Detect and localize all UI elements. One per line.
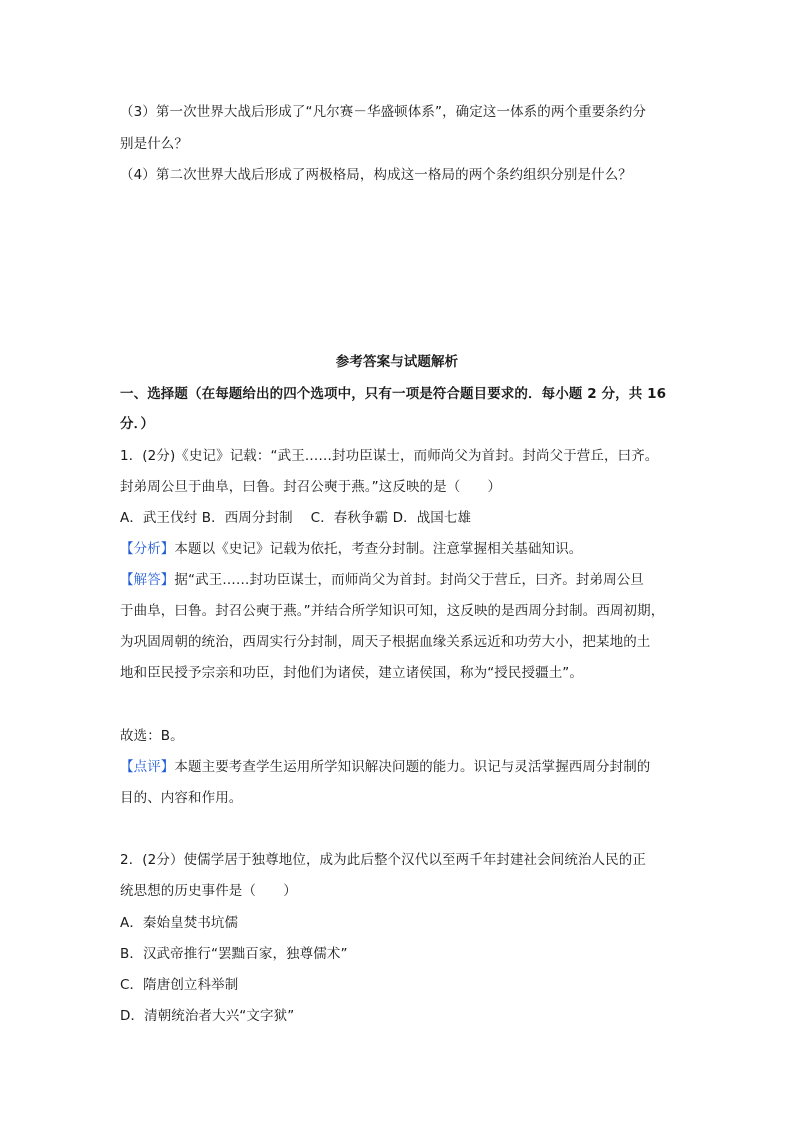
q1-solution-line-2: 于曲阜，曰鲁。封召公奭于燕。”并结合所学知识可知，这反映的是西周分封制。西周初期， [120,603,665,619]
review-tag: 【点评】 [120,759,175,775]
q1-review-line-1 [120,757,650,777]
q3-text-line-1: （3）第一次世界大战后形成了“凡尔赛－华盛顿体系”，确定这一体系的两个重要条约分 [120,104,647,120]
q1-choice: 故选：B。 [120,728,184,744]
answers-title: 参考答案与试题解析 [335,354,459,370]
analysis-text: 本题以《史记》记载为依托，考查分封制。注意掌握相关基础知识。 [174,541,583,557]
q2-option-a: A．秦始皇焚书坑儒 [120,915,239,931]
q1-solution-line-1 [120,570,644,590]
q3-text-line-2: 别是什么？ [120,136,188,152]
solution-text-1: 据“武王……封功臣谋士，而师尚父为首封。封尚父于营丘，曰齐。封弟周公旦 [174,572,644,588]
solution-tag: 【解答】 [120,572,175,588]
q2-stem-line-2: 统思想的历史事件是（ ） [120,883,297,899]
q1-options: A．武王伐纣 B．西周分封制 C．春秋争霸 D．战国七雄 [120,510,472,526]
q2-option-d: D．清朝统治者大兴“文字狱” [120,1008,295,1024]
analysis-tag: 【分析】 [120,541,175,557]
q1-solution-line-3: 为巩固周朝的统治，西周实行分封制，周天子根据血缘关系远近和功劳大小，把某地的土 [120,634,651,650]
q4-text-line-1: （4）第二次世界大战后形成了两极格局，构成这一格局的两个条约组织分别是什么？ [120,167,632,183]
q2-stem-line-1: 2．(2分）使儒学居于独尊地位，成为此后整个汉代以至两千年封建社会间统治人民的正 [120,852,646,868]
section-heading-line-1: 一、选择题（在每题给出的四个选项中，只有一项是符合题目要求的．每小题 2 分，共 16 [120,386,667,402]
q1-review-line-2: 目的、内容和作用。 [120,790,243,806]
q1-solution-line-4: 地和臣民授予宗亲和功臣，封他们为诸侯，建立诸侯国，称为“授民授疆土”。 [120,665,583,681]
q2-option-c: C．隋唐创立科举制 [120,977,239,993]
review-text-1: 本题主要考查学生运用所学知识解决问题的能力。识记与灵活掌握西周分封制的 [174,759,651,775]
q1-stem-line-2: 封弟周公旦于曲阜，曰鲁。封召公奭于燕。”这反映的是（ ） [120,479,502,495]
q1-analysis [120,539,582,559]
q2-option-b: B．汉武帝推行“罢黜百家，独尊儒术” [120,946,348,962]
q1-stem-line-1: 1．(2分)《史记》记载：“武王……封功臣谋士，而师尚父为首封。封尚父于营丘，曰齐。 [120,448,659,464]
section-heading-line-2: 分．） [120,416,155,432]
